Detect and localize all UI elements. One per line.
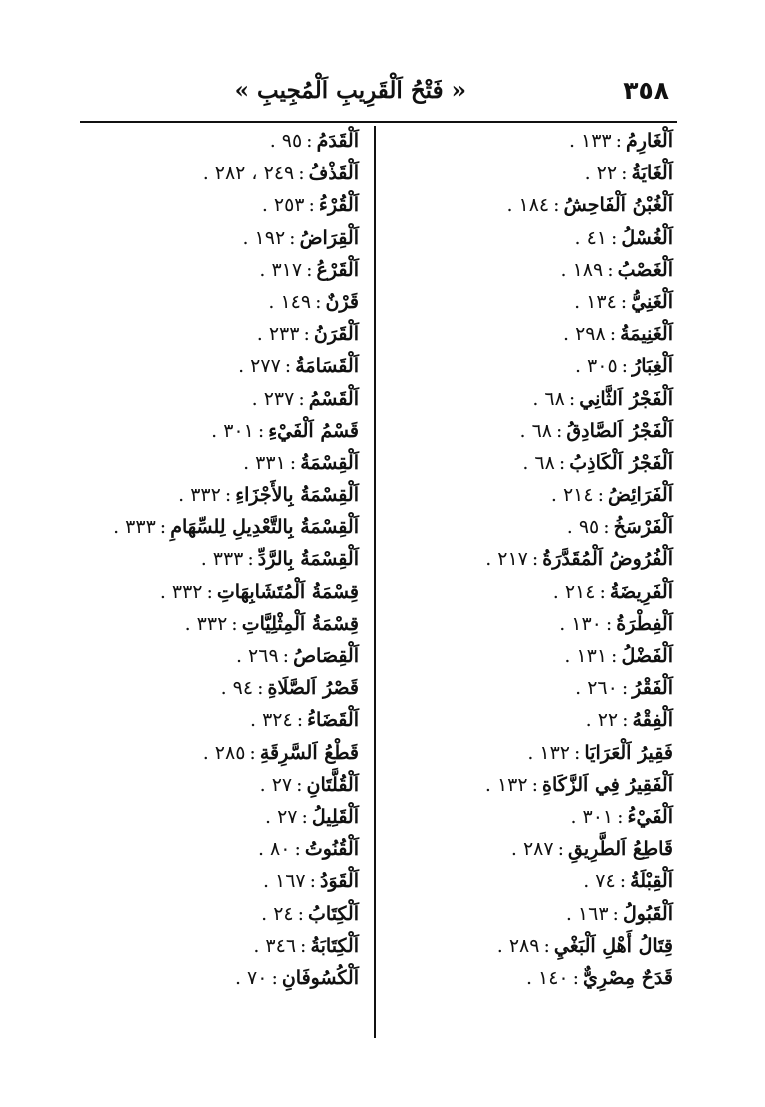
entry-terminator: .: [261, 902, 268, 925]
running-title: « فَتْحُ اَلْقَرِيبِ اَلْمُجِيبِ »: [234, 77, 466, 104]
index-entry: [403, 641, 673, 673]
index-entry: [403, 770, 673, 802]
page-ref: ٢٧: [277, 805, 298, 828]
page-ref: ٢٢: [596, 162, 618, 185]
page-ref: ٣٣٣: [212, 548, 244, 571]
index-entry: [89, 770, 359, 802]
index-entry: [89, 158, 359, 190]
index-entry: [89, 512, 359, 544]
separator: :: [620, 290, 628, 313]
entry-terminator: .: [178, 484, 185, 507]
column-divider: [374, 126, 376, 1038]
separator: :: [224, 484, 232, 507]
page-ref: ١٨٤: [518, 194, 550, 217]
page-ref: ٤١: [586, 226, 608, 249]
entry-terminator: .: [565, 902, 572, 925]
index-term: اَلْغَارِمُ: [626, 130, 673, 152]
index-term: قِسْمَةُ اَلْمُتَشَابِهَاتِ: [216, 580, 359, 603]
page-ref: ٣٠١: [223, 419, 254, 442]
separator: :: [607, 258, 614, 281]
index-term: اَلْقِصَاصُ: [293, 645, 359, 667]
index-entry: [89, 866, 359, 898]
index-column-right: [403, 126, 673, 995]
entry-terminator: .: [234, 966, 242, 989]
separator: :: [303, 323, 310, 346]
index-entry: [89, 673, 359, 705]
index-entry: [403, 255, 673, 287]
index-entry: [403, 802, 673, 834]
separator: :: [257, 677, 264, 700]
separator: :: [609, 323, 617, 346]
page-ref: ٩٥: [281, 130, 303, 152]
page-ref: ٧٠: [247, 966, 268, 989]
entry-terminator: .: [220, 677, 227, 700]
separator: :: [557, 838, 564, 861]
separator: :: [282, 645, 290, 667]
entry-terminator: .: [584, 162, 591, 185]
page-ref: ٣٣٣: [125, 516, 156, 539]
index-entry: [89, 577, 359, 609]
index-term: اَلْقَذْفُ: [308, 162, 359, 185]
index-term: قَسْمُ اَلْفَيْءِ: [268, 419, 359, 442]
separator: :: [558, 451, 566, 474]
index-term: اَلْكُسُوفَانِ: [281, 966, 359, 989]
entry-terminator: .: [574, 290, 581, 313]
index-entry: [403, 673, 673, 705]
index-term: اَلْقَبُولُ: [622, 902, 673, 925]
separator: :: [159, 516, 167, 539]
entry-terminator: .: [236, 645, 243, 667]
index-entry: [89, 351, 359, 383]
index-term: اَلْغَنِيُّ: [631, 290, 673, 313]
page-ref: ٦٨: [534, 451, 555, 474]
page-ref: ٢١٧: [497, 548, 528, 571]
separator: :: [284, 355, 292, 378]
page-ref: ٢٥٣: [273, 194, 305, 217]
index-entry: [89, 834, 359, 866]
index-entry: [89, 963, 359, 995]
page-number: ٣٥٨: [623, 76, 669, 105]
page-ref: ١٣١: [576, 645, 608, 667]
index-term: اَلْغَايَةُ: [631, 162, 673, 185]
page-ref: ٩٤: [232, 677, 254, 700]
entry-terminator: .: [552, 580, 559, 603]
index-entry: [89, 641, 359, 673]
index-term: اَلْقِسْمَةُ بِالأَجْزَاءِ: [235, 484, 359, 507]
index-term: اَلْقَسْمُ: [308, 387, 359, 410]
index-entry: [89, 931, 359, 963]
index-entry: [89, 126, 359, 158]
index-term: اَلْغَصْبُ: [617, 258, 673, 281]
page-ref: ٢٦٠: [587, 677, 618, 700]
index-term: اَلْكِتَابَةُ: [310, 934, 359, 957]
index-term: اَلْفَجْرُ اَلصَّادِقُ: [566, 419, 673, 442]
entry-terminator: .: [574, 355, 582, 378]
index-term: اَلْقُنُوتُ: [304, 838, 359, 861]
index-entry: [403, 448, 673, 480]
page-ref: ١٤٠: [538, 966, 569, 989]
page-ref: ٣٢٤: [262, 709, 293, 732]
entry-terminator: .: [574, 226, 581, 249]
index-entry: [403, 544, 673, 576]
entry-terminator: .: [251, 387, 258, 410]
index-column-left: [89, 126, 359, 995]
separator: :: [296, 709, 304, 732]
index-entry: [403, 126, 673, 158]
entry-terminator: .: [265, 805, 272, 828]
index-entry: [403, 738, 673, 770]
separator: :: [617, 805, 624, 828]
separator: :: [308, 194, 315, 217]
entry-terminator: .: [559, 612, 566, 635]
page-ref: ٢٤٩ ، ٢٨٢: [214, 162, 295, 185]
separator: :: [297, 902, 305, 925]
page-ref: ١٣٢: [496, 773, 528, 796]
page-ref: ١٦٧: [275, 870, 306, 893]
index-entry: [403, 577, 673, 609]
page-ref: ٦٨: [544, 387, 565, 410]
separator: :: [611, 645, 618, 667]
separator: :: [568, 387, 576, 410]
entry-terminator: .: [253, 934, 260, 957]
page-ref: ٣٣٢: [171, 580, 203, 603]
index-entry: [89, 190, 359, 222]
page-ref: ٩٥: [578, 516, 600, 539]
index-term: اَلْقَدَمُ: [316, 130, 359, 152]
entry-terminator: .: [506, 194, 513, 217]
index-term: اَلْفَرَائِضُ: [607, 484, 673, 507]
entry-terminator: .: [238, 355, 245, 378]
index-entry: [403, 190, 673, 222]
index-entry: [403, 319, 673, 351]
index-term: اَلْفَرِيضَةُ: [609, 580, 673, 603]
index-term: اَلْقَضَاءُ: [307, 709, 359, 732]
separator: :: [315, 290, 322, 313]
separator: :: [597, 484, 604, 507]
separator: :: [603, 516, 610, 539]
index-term: اَلْقُرْءُ: [318, 194, 359, 217]
index-entry: [403, 931, 673, 963]
index-entry: [89, 416, 359, 448]
page-ref: ٨٠: [270, 838, 291, 861]
entry-terminator: .: [202, 162, 209, 185]
index-term: اَلْغُسْلُ: [621, 226, 673, 249]
index-term: قَدَحٌ مِصْرِيٌّ: [583, 966, 673, 989]
index-term: اَلْفَقْرُ: [632, 677, 673, 700]
entry-terminator: .: [268, 290, 275, 313]
index-term: اَلْفَضْلُ: [621, 645, 673, 667]
separator: :: [296, 773, 303, 796]
separator: :: [621, 355, 629, 378]
entry-terminator: .: [496, 934, 503, 957]
index-term: قِسْمَةُ اَلْمِثْلِيَّاتِ: [241, 612, 359, 635]
separator: :: [622, 709, 629, 732]
index-term: اَلْقِبْلَةُ: [630, 870, 673, 893]
index-term: اَلْفَيْءُ: [627, 805, 673, 828]
entry-terminator: .: [184, 612, 191, 635]
entry-terminator: .: [202, 741, 209, 764]
page-ref: ٣٣٢: [196, 612, 228, 635]
index-entry: [403, 158, 673, 190]
entry-terminator: .: [519, 419, 526, 442]
page-ref: ٢١٤: [564, 580, 596, 603]
index-term: اَلْقِرَاضُ: [299, 226, 359, 249]
page-ref: ٢٣٣: [268, 323, 300, 346]
entry-terminator: .: [485, 548, 492, 571]
index-entry: [403, 384, 673, 416]
entry-terminator: .: [259, 258, 266, 281]
index-term: قَطْعُ اَلسَّرِقَةِ: [259, 741, 359, 764]
index-term: قَرْنٌ: [325, 290, 359, 313]
index-entry: [403, 963, 673, 995]
index-entry: [89, 319, 359, 351]
entry-terminator: .: [159, 580, 166, 603]
separator: :: [531, 548, 539, 571]
index-term: اَلْفُرُوضُ اَلْمُقَدَّرَةُ: [542, 548, 673, 571]
separator: :: [206, 580, 213, 603]
index-term: اَلْفَرْسَخُ: [613, 516, 673, 539]
separator: :: [294, 838, 301, 861]
entry-terminator: .: [484, 773, 491, 796]
entry-terminator: .: [560, 258, 567, 281]
index-entry: [403, 287, 673, 319]
separator: :: [271, 966, 278, 989]
index-term: اَلْقِسْمَةُ: [300, 451, 359, 474]
separator: :: [611, 226, 618, 249]
page-ref: ٧٤: [595, 870, 616, 893]
index-term: اَلْقُلَّتَانِ: [306, 773, 359, 796]
index-entry: [89, 544, 359, 576]
index-term: اَلْقِسْمَةُ بِالتَّعْدِيلِ لِلسِّهَامِ: [170, 516, 359, 539]
separator: :: [615, 130, 623, 152]
index-entry: [89, 255, 359, 287]
entry-terminator: .: [211, 419, 218, 442]
page-ref: ٢٩٨: [575, 323, 606, 346]
entry-terminator: .: [259, 773, 266, 796]
separator: :: [301, 805, 308, 828]
page-ref: ٣١٧: [271, 258, 303, 281]
separator: :: [621, 162, 628, 185]
index-term: قَصْرُ اَلصَّلَاةِ: [267, 677, 359, 700]
index-term: اَلْفَجْرُ اَلثَّانِي: [579, 387, 673, 410]
page-ref: ٦٨: [531, 419, 553, 442]
separator: :: [249, 741, 256, 764]
page-ref: ٢٨٧: [522, 838, 554, 861]
entry-terminator: .: [532, 387, 539, 410]
header-rule: [80, 121, 677, 123]
entry-terminator: .: [583, 870, 590, 893]
page-ref: ٢٨٩: [508, 934, 540, 957]
index-term: اَلْغَنِيمَةُ: [620, 323, 673, 346]
separator: :: [306, 258, 313, 281]
index-entry: [403, 705, 673, 737]
entry-terminator: .: [258, 838, 265, 861]
separator: :: [556, 419, 563, 442]
page-ref: ٣٠٥: [587, 355, 618, 378]
separator: :: [300, 934, 307, 957]
page-ref: ٣٠١: [582, 805, 614, 828]
separator: :: [298, 162, 305, 185]
index-entry: [403, 480, 673, 512]
separator: :: [257, 419, 265, 442]
page-ref: ٢١٤: [562, 484, 594, 507]
separator: :: [553, 194, 560, 217]
separator: :: [572, 966, 580, 989]
index-entry: [403, 223, 673, 255]
index-term: اَلْقَرْعُ: [316, 258, 359, 281]
index-entry: [403, 416, 673, 448]
entry-terminator: .: [262, 870, 269, 893]
page-ref: ١٣٤: [586, 290, 617, 313]
index-entry: [89, 223, 359, 255]
page-ref: ٣٣١: [255, 451, 286, 474]
entry-terminator: .: [566, 516, 573, 539]
index-entry: [89, 802, 359, 834]
separator: :: [605, 612, 613, 635]
page-ref: ١٣٣: [581, 130, 612, 152]
entry-terminator: .: [568, 130, 575, 152]
index-term: اَلْفَقِيرُ فِي اَلزَّكَاةِ: [542, 773, 673, 796]
entry-terminator: .: [563, 323, 570, 346]
index-term: اَلْقَلِيلُ: [311, 805, 359, 828]
index-term: اَلْقَوَدُ: [320, 870, 359, 893]
index-term: اَلْفِقْهُ: [632, 709, 673, 732]
entry-terminator: .: [256, 323, 263, 346]
index-term: اَلْغُبْنُ اَلْفَاحِشُ: [563, 194, 673, 217]
index-term: اَلْفَجْرُ اَلْكَاذِبُ: [569, 451, 673, 474]
index-term: قَاطِعُ اَلطَّرِيقِ: [568, 838, 673, 861]
separator: :: [306, 130, 313, 152]
page-ref: ١٦٣: [577, 902, 609, 925]
entry-terminator: .: [261, 194, 268, 217]
page-ref: ٢٦٩: [248, 645, 279, 667]
index-entry: [403, 866, 673, 898]
separator: :: [619, 870, 627, 893]
index-term: اَلْقِسْمَةُ بِالرَّدِّ: [257, 548, 359, 571]
separator: :: [531, 773, 538, 796]
entry-terminator: .: [243, 451, 250, 474]
entry-terminator: .: [585, 709, 592, 732]
entry-terminator: .: [564, 645, 571, 667]
entry-terminator: .: [242, 226, 249, 249]
separator: :: [231, 612, 238, 635]
entry-terminator: .: [510, 838, 517, 861]
index-term: اَلْفِطْرَةُ: [616, 612, 673, 635]
separator: :: [599, 580, 606, 603]
page-ref: ٢٣٧: [263, 387, 295, 410]
index-entry: [89, 448, 359, 480]
entry-terminator: .: [570, 805, 577, 828]
index-entry: [89, 609, 359, 641]
index-term: اَلْقَسَامَةُ: [295, 355, 359, 378]
entry-terminator: .: [113, 516, 120, 539]
index-term: اَلْكِتَابُ: [308, 902, 359, 925]
separator: :: [621, 677, 629, 700]
index-term: اَلْقَرَنُ: [313, 323, 359, 346]
index-entry: [89, 705, 359, 737]
index-entry: [89, 899, 359, 931]
separator: :: [543, 934, 550, 957]
entry-terminator: .: [525, 966, 533, 989]
separator: :: [289, 451, 297, 474]
page-ref: ٢٢: [597, 709, 619, 732]
index-entry: [89, 480, 359, 512]
page-ref: ١٣٠: [571, 612, 602, 635]
index-entry: [403, 609, 673, 641]
separator: :: [309, 870, 317, 893]
separator: :: [298, 387, 305, 410]
separator: :: [247, 548, 254, 571]
index-entry: [89, 287, 359, 319]
separator: :: [289, 226, 296, 249]
index-term: اَلْغِبَارُ: [632, 355, 673, 378]
index-entry: [403, 834, 673, 866]
separator: :: [573, 741, 581, 764]
index-term: فَقِيرُ اَلْعَرَايَا: [584, 741, 673, 764]
index-entry: [403, 899, 673, 931]
page-ref: ٢٨٥: [214, 741, 246, 764]
index-entry: [403, 512, 673, 544]
entry-terminator: .: [522, 451, 529, 474]
page-ref: ٢٧: [271, 773, 293, 796]
entry-terminator: .: [575, 677, 582, 700]
index-entry: [403, 351, 673, 383]
page-ref: ٣٣٢: [190, 484, 221, 507]
entry-terminator: .: [250, 709, 257, 732]
page-ref: ١٤٩: [280, 290, 312, 313]
page-ref: ٢٤: [273, 902, 294, 925]
separator: :: [612, 902, 619, 925]
page-ref: ٣٤٦: [265, 934, 297, 957]
entry-terminator: .: [269, 130, 276, 152]
page-ref: ٢٧٧: [250, 355, 281, 378]
page-ref: ١٩٢: [254, 226, 286, 249]
page-ref: ١٣٢: [539, 741, 570, 764]
entry-terminator: .: [527, 741, 534, 764]
index-term: قِتَالُ أَهْلِ اَلْبَغْيِ: [553, 934, 673, 957]
page-ref: ١٨٩: [572, 258, 604, 281]
entry-terminator: .: [550, 484, 557, 507]
entry-terminator: .: [200, 548, 207, 571]
index-entry: [89, 738, 359, 770]
index-entry: [89, 384, 359, 416]
